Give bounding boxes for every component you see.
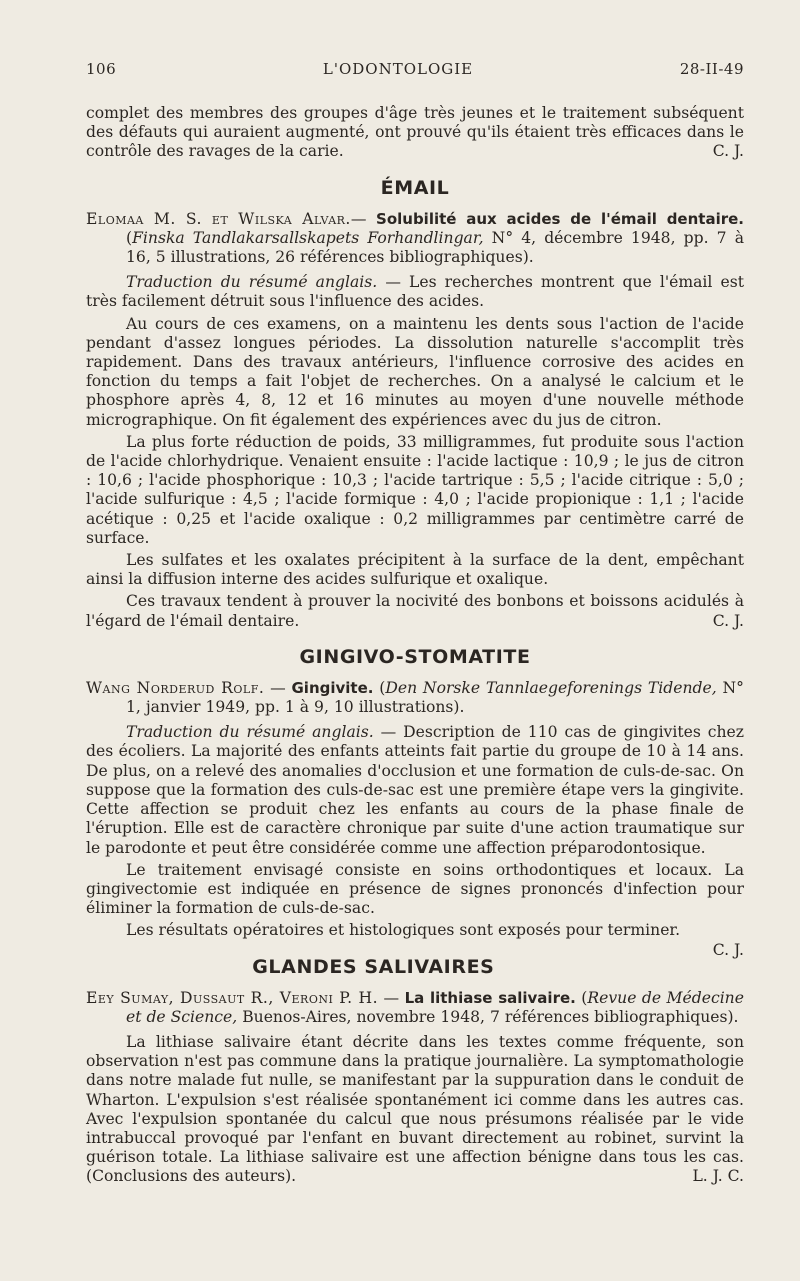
email-signature: C. J. — [712, 611, 744, 630]
gingivo-article-title: Gingivite. — [291, 678, 374, 697]
glandes-paragraph-1: La lithiase salivaire étant décrite dans les textes comme fréquente, son observation n'est pas commune dans la pratique journalière. La symptomathologie dans notre malade fut nulle, se manifestant par la suppuration dans le conduit de Wharton. L'expulsion s'est réalisée spontanément ici comme dans les autres cas. Avec l'expulsion spontanée du calcul que nous présumons réalisée par le vide intrabuccal provoqué par l'enfant en buvant directement au robinet, survint la guérison totale. La lithiase salivaire est une affection bénigne dans tous les cas. (Conclusions des auteurs). L. J. C. — [86, 1032, 744, 1186]
glandes-authors: Eey Sumay, Dussaut R., Veroni P. H. — [86, 988, 379, 1007]
page-header — [86, 60, 744, 104]
gingivo-translation-label: Traduction du résumé anglais. — [126, 723, 374, 742]
glandes-article-title: La lithiase salivaire. — [404, 988, 576, 1007]
issue-date: 28-II-49 — [679, 60, 744, 78]
section-title-email: ÉMAIL — [380, 176, 450, 199]
gingivo-authors: Wang Norderud Rolf. — [86, 678, 265, 697]
gingivo-paragraph-1: Traduction du résumé anglais. — Description de 110 cas de gingivites chez des écoliers. La majorité des enfants atteints fait partie du groupe de 10 à 14 ans. De plus, on a relevé des anomalies d'occlusion et une formation de culs-de-sac. On suppose que la formation des culs-de-sac est une première étape vers la gingivite. Cette affection se produit chez les enfants au cours de la phase finale de l'éruption. Elle est de caractère chronique par suite d'une action traumatique sur le parodonte et peut être considérée comme une affection préparodontosique. — [86, 723, 744, 857]
page-number: 106 — [86, 60, 117, 78]
intro-signature: C. J. — [712, 142, 744, 161]
email-source-journal: Finska Tandlakarsallskapets Forhandlingar, — [132, 228, 484, 247]
email-source-details: N° 4, décembre 1948, pp. 7 à 16, 5 illustrations, 26 références bibliographiques). — [126, 228, 744, 267]
section-title-gingivo: GINGIVO-STOMATITE — [299, 645, 531, 668]
gingivo-source-journal: Den Norske Tannlaegeforenings Tidende, — [385, 678, 717, 697]
email-citation: Elomaa M. S. et Wilska Alvar.— Solubilité aux acides de l'émail dentaire. (Finska Tandlakarsallskapets Forhandlingar, N° 4, décembre 1948, pp. 7 à 16, 5 illustrations, 26 références bibliographiques). — [86, 209, 744, 267]
email-article-title: Solubilité aux acides de l'émail dentaire. — [376, 209, 744, 228]
gingivo-signature: C. J. — [712, 940, 744, 959]
email-paragraph-5: Ces travaux tendent à prouver la nocivité des bonbons et boissons acidulés à l'égard de l'émail dentaire. C. J. — [86, 592, 744, 630]
journal-title: L'ODONTOLOGIE — [322, 60, 474, 78]
intro-paragraph: complet des membres des groupes d'âge très jeunes et le traitement subséquent des défauts qui auraient augmenté, ont prouvé qu'ils étaient très efficaces dans le contrôle des ravages de la carie. C. J. — [86, 104, 744, 161]
email-paragraph-3: La plus forte réduction de poids, 33 milligrammes, fut produite sous l'action de l'acide chlorhydrique. Venaient ensuite : l'acide lactique : 10,9 ; le jus de citron : 10,6 ; l'acide phosphorique : 10,3 ; l'acide tartrique : 5,5 ; l'acide citrique : 5,0 ; l'acide sulfurique : 4,5 ; l'acide formique : 4,0 ; l'acide propionique : 1,1 ; l'acide acétique : 0,25 et l'acide oxalique : 0,2 milligrammes par centimètre carré de surface. — [86, 432, 744, 547]
gingivo-source-details: N° 1, janvier 1949, pp. 1 à 9, 10 illustrations). — [126, 678, 744, 717]
gingivo-citation: Wang Norderud Rolf. — Gingivite. (Den Norske Tannlaegeforenings Tidende, N° 1, janvier 1949, pp. 1 à 9, 10 illustrations). — [86, 678, 744, 717]
email-paragraph-2: Au cours de ces examens, on a maintenu les dents sous l'action de l'acide pendant d'assez longues périodes. La dissolution naturelle s'accomplit très rapidement. Dans des travaux antérieurs, l'influence corrosive des acides en fonction du temps a fait l'objet de recherches. On a analysé le calcium et le phosphore après 4, 8, 12 et 16 minutes au moyen d'une nouvelle méthode micrographique. On fit également des expériences avec du jus de citron. — [86, 314, 744, 429]
glandes-source-details: Buenos-Aires, novembre 1948, 7 références bibliographiques). — [242, 1007, 739, 1026]
section-title-glandes: GLANDES SALIVAIRES — [252, 955, 495, 978]
glandes-signature: L. J. C. — [692, 1167, 744, 1186]
glandes-citation: Eey Sumay, Dussaut R., Veroni P. H. — La lithiase salivaire. (Revue de Médecine et de Science, Buenos-Aires, novembre 1948, 7 références bibliographiques). — [86, 988, 744, 1026]
gingivo-paragraph-2: Le traitement envisagé consiste en soins orthodontiques et locaux. La gingivectomie est indiquée en présence de signes prononcés d'infection pour éliminer la formation de culs-de-sac. — [86, 860, 744, 918]
email-paragraph-4: Les sulfates et les oxalates précipitent à la surface de la dent, empêchant ainsi la diffusion interne des acides sulfurique et oxalique. — [86, 551, 744, 589]
email-translation-label: Traduction du résumé anglais. — [126, 273, 378, 292]
email-paragraph-1: Traduction du résumé anglais. — Les recherches montrent que l'émail est très facilement détruit sous l'influence des acides. — [86, 273, 744, 311]
glandes-source-journal: Revue de Médecine et de Science, — [126, 988, 744, 1026]
gingivo-paragraph-3: Les résultats opératoires et histologiques sont exposés pour terminer. C. J. — [126, 921, 744, 959]
email-authors: Elomaa M. S. et Wilska Alvar. — [86, 209, 351, 228]
